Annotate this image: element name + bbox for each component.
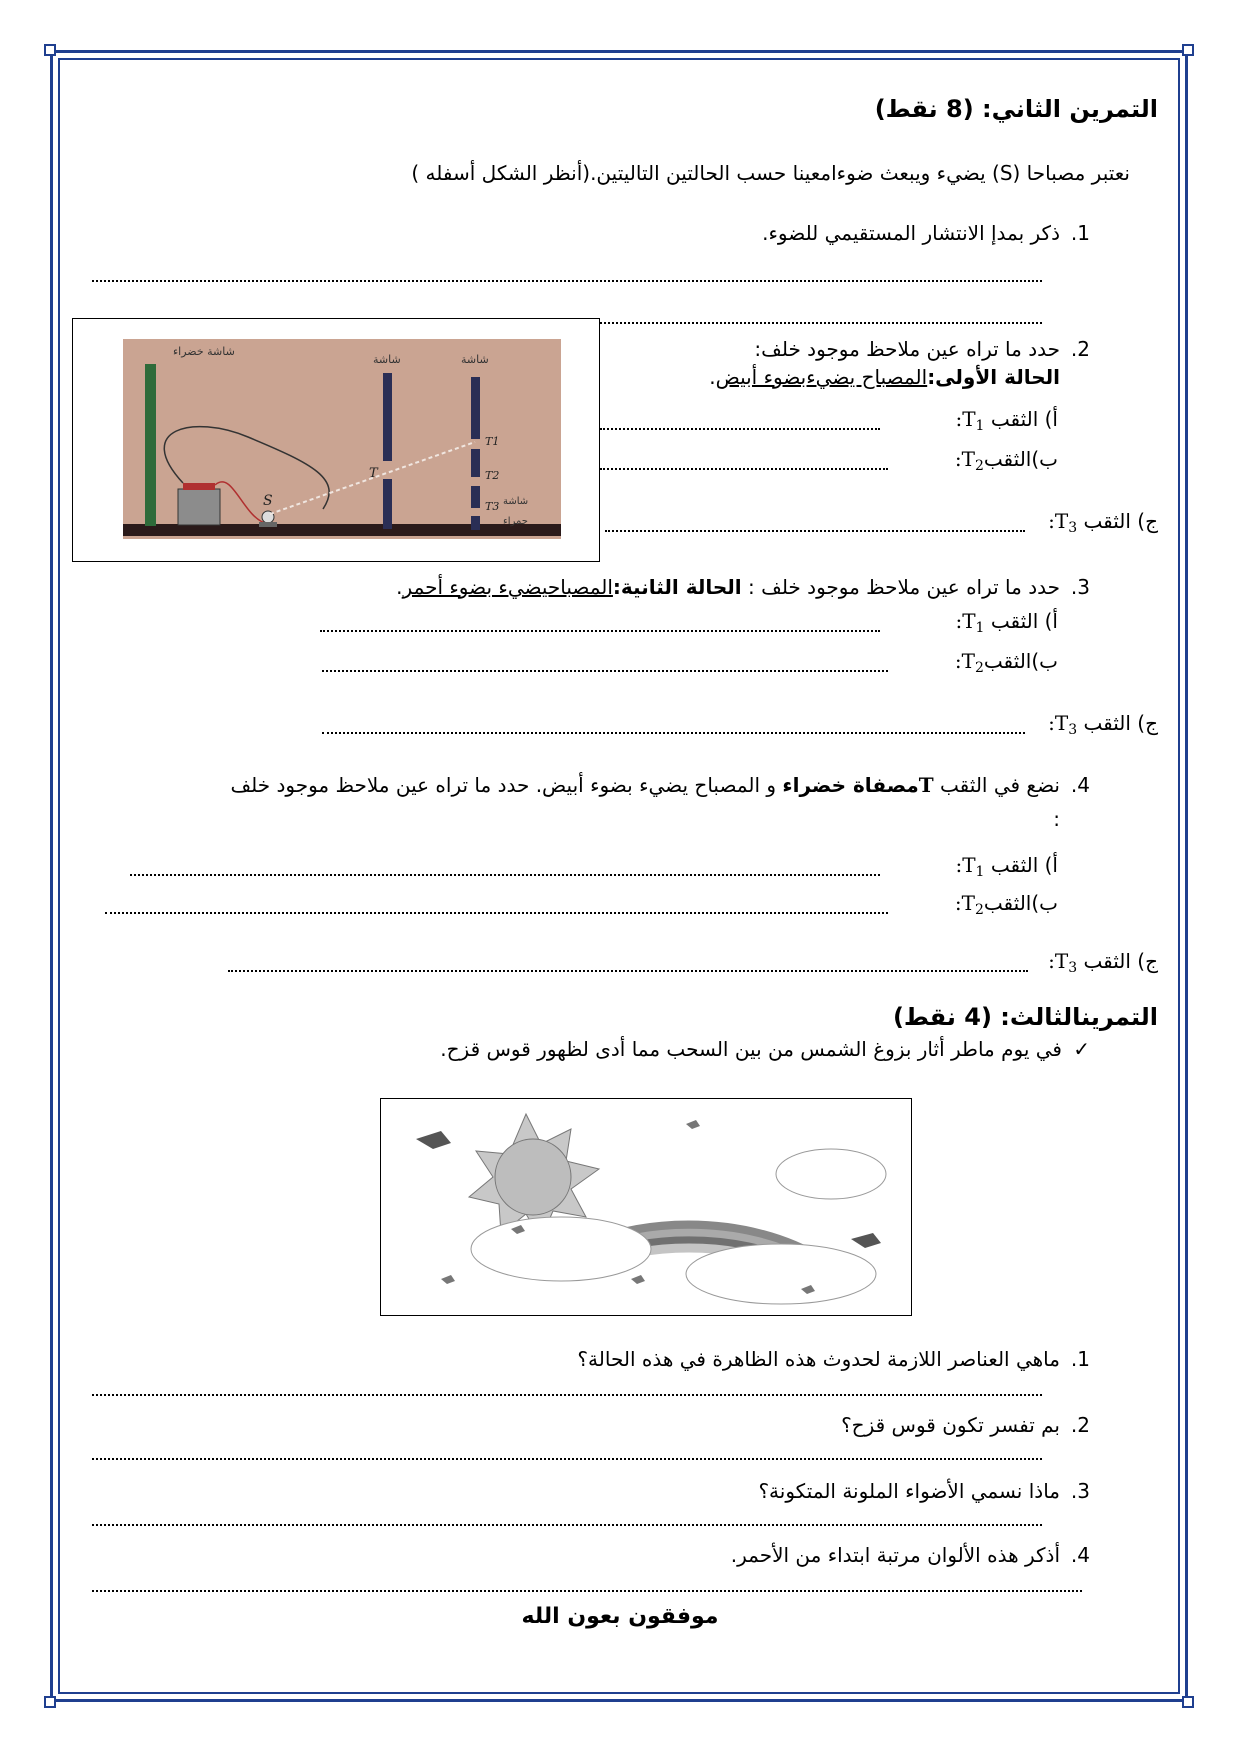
- middle-screen-top: [383, 373, 392, 461]
- hole-c-text: ج) الثقب: [1083, 949, 1158, 973]
- q3-number: 3.: [1070, 575, 1090, 599]
- T2-symbol: $T_2$:: [954, 447, 984, 474]
- exercise-2-intro: نعتبر مصباحا (S) يضيء ويبعث ضوءامعينا حسب الحالتين التاليتين.(أنظر الشكل أسفله ): [411, 161, 1130, 185]
- answer-line: [105, 912, 888, 914]
- front-screen-part: [471, 486, 480, 508]
- q4-number: 4.: [1070, 773, 1090, 797]
- front-screen-part: [471, 516, 480, 530]
- answer-line: [92, 1590, 1082, 1592]
- hole-t3-label: [1048, 948, 1158, 981]
- ex3-q4-number: 4.: [1070, 1543, 1090, 1567]
- answer-line: [322, 732, 1025, 734]
- T1-symbol: $T_1$:: [955, 853, 985, 880]
- sun-face: [495, 1139, 571, 1215]
- label-screen: شاشة: [461, 353, 489, 366]
- cloud: [471, 1217, 651, 1281]
- hole-b-text: ب)الثقب: [983, 649, 1058, 673]
- ex3-q2-text: بم تفسر تكون قوس قزح؟: [841, 1413, 1060, 1437]
- butterfly: [631, 1275, 645, 1284]
- case-1-period: .: [709, 365, 716, 389]
- q4-hole-T: T: [918, 773, 934, 797]
- case-1-label: الحالة الأولى:: [927, 365, 1060, 389]
- ex3-q3-number: 3.: [1070, 1479, 1090, 1503]
- front-screen-part: [471, 377, 480, 439]
- label-S: S: [263, 493, 273, 509]
- corner-ornament: [44, 44, 56, 56]
- battery: [178, 489, 220, 525]
- hole-t1-label: [955, 406, 1058, 439]
- bird: [851, 1233, 881, 1248]
- battery-top: [183, 483, 215, 490]
- ex3-q2-number: 2.: [1070, 1413, 1090, 1437]
- q4-filter: مصفاة خضراء: [782, 773, 919, 797]
- case-2-text: المصباحيضيء بضوء أحمر: [402, 575, 613, 599]
- label-screen: شاشة: [373, 353, 401, 366]
- label-T2: T2: [485, 469, 500, 482]
- label-red-screen: حمراء: [503, 516, 528, 527]
- ex3-q1-text: ماهي العناصر اللازمة لحدوث هذه الظاهرة في هذه الحالة؟: [577, 1347, 1060, 1371]
- q1-number: 1.: [1070, 221, 1090, 245]
- q3-question: حدد ما تراه عين ملاحظ موجود خلف :: [748, 575, 1060, 599]
- answer-line: [600, 428, 880, 430]
- exercise-3-statement: في يوم ماطر أثار بزوغ الشمس من بين السحب مما أدى لظهور قوس قزح.: [440, 1037, 1062, 1061]
- label-T1: T1: [485, 435, 500, 448]
- exercise-3-title: التمرينالثالث: (4 نقط): [892, 1003, 1158, 1031]
- rainbow-illustration: [381, 1099, 910, 1314]
- T2-symbol: $T_2$:: [954, 891, 984, 918]
- corner-ornament: [1182, 1696, 1194, 1708]
- q1-text: ذكر بمدإ الانتشار المستقيمي للضوء.: [762, 221, 1060, 245]
- experiment-photo: [73, 319, 598, 560]
- case-2-label: الحالة الثانية:: [612, 575, 742, 599]
- middle-screen-bottom: [383, 479, 392, 529]
- q2-number: 2.: [1070, 337, 1090, 361]
- ex3-q3-text: ماذا نسمي الأضواء الملونة المتكونة؟: [758, 1479, 1060, 1503]
- q3-text: [396, 574, 1060, 600]
- hole-t2-label: [955, 890, 1058, 923]
- corner-ornament: [1182, 44, 1194, 56]
- label-green-screen: شاشة خضراء: [173, 345, 235, 358]
- hole-t1-label: [955, 852, 1058, 885]
- hole-a-text: أ) الثقب: [990, 407, 1058, 431]
- case-1-text: المصباح يضيءبضوء أبيض: [715, 365, 928, 389]
- figure-rainbow-box: [380, 1098, 912, 1316]
- hole-c-text: ج) الثقب: [1083, 509, 1158, 533]
- T1-symbol: $T_1$:: [955, 407, 985, 434]
- butterfly: [441, 1275, 455, 1284]
- label-red-screen: شاشة: [503, 496, 529, 507]
- T3-symbol: $T_3$:: [1048, 711, 1078, 738]
- lamp-base: [259, 522, 277, 527]
- cloud: [776, 1149, 886, 1199]
- case-1: [709, 364, 1060, 390]
- answer-line: [228, 970, 1028, 972]
- cloud: [686, 1244, 876, 1304]
- q4-colon: :: [1053, 807, 1060, 831]
- hole-c-text: ج) الثقب: [1083, 711, 1158, 735]
- hole-t3-label: [1048, 508, 1158, 541]
- hole-a-text: أ) الثقب: [990, 853, 1058, 877]
- answer-line: [320, 630, 880, 632]
- q4-part-b: و المصباح يضيء بضوء أبيض. حدد ما تراه عين ملاحظ موجود خلف: [230, 773, 783, 797]
- case-2-period: .: [396, 575, 403, 599]
- T3-symbol: $T_3$:: [1048, 509, 1078, 536]
- answer-line: [92, 280, 1042, 282]
- T3-symbol: $T_3$:: [1048, 949, 1078, 976]
- checkmark-icon: ✓: [1073, 1037, 1090, 1061]
- hole-t1-label: [955, 608, 1058, 641]
- bird: [416, 1131, 451, 1149]
- base-bar: [123, 524, 561, 536]
- exercise-2-title: التمرين الثاني: (8 نقط): [874, 95, 1158, 123]
- T1-symbol: $T_1$:: [955, 609, 985, 636]
- front-screen-part: [471, 449, 480, 477]
- hole-t2-label: [955, 446, 1058, 479]
- label-T: T: [369, 466, 378, 481]
- hole-t2-label: [955, 648, 1058, 681]
- butterfly: [686, 1120, 700, 1129]
- hole-b-text: ب)الثقب: [983, 891, 1058, 915]
- answer-line: [92, 1458, 1042, 1460]
- q4-text: [230, 772, 1060, 798]
- answer-line: [92, 1394, 1042, 1396]
- T2-symbol: $T_2$:: [954, 649, 984, 676]
- label-T3: T3: [485, 500, 500, 513]
- corner-ornament: [44, 1696, 56, 1708]
- answer-line: [130, 874, 880, 876]
- hole-b-text: ب)الثقب: [983, 447, 1058, 471]
- ex3-q4-text: أذكر هذه الألوان مرتبة ابتداء من الأحمر.: [730, 1543, 1060, 1567]
- hole-t3-label: [1048, 710, 1158, 743]
- q2-text: حدد ما تراه عين ملاحظ موجود خلف:: [754, 337, 1060, 361]
- figure-experiment-box: [72, 318, 600, 562]
- ex3-q1-number: 1.: [1070, 1347, 1090, 1371]
- answer-line: [605, 530, 1025, 532]
- q4-part-a: نضع في الثقب: [933, 773, 1060, 797]
- footer-blessing: موفقون بعون الله: [521, 1604, 719, 1629]
- answer-line: [322, 670, 888, 672]
- hole-a-text: أ) الثقب: [990, 609, 1058, 633]
- answer-line: [600, 468, 888, 470]
- answer-line: [92, 1524, 1042, 1526]
- green-screen: [145, 364, 156, 526]
